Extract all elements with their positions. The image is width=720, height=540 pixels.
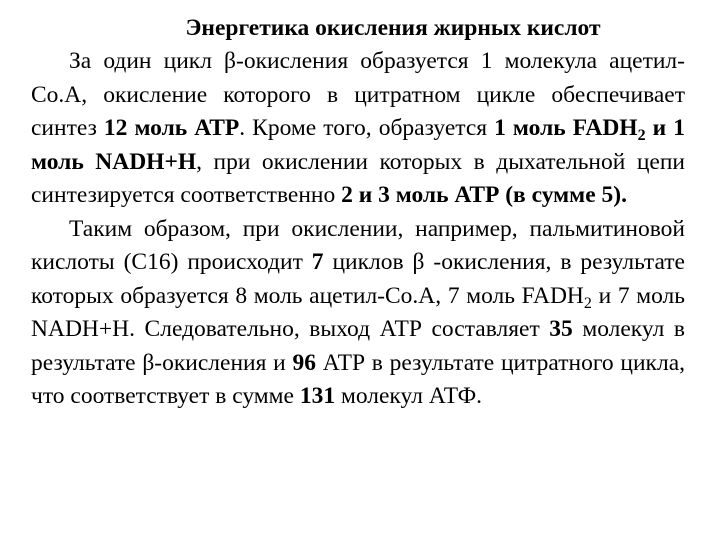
p1-fadh-label: 1 моль FADH [494,115,638,141]
p2-bold-96: 96 [292,349,316,376]
p2-text-4: молекул в результате β-окисления и [31,316,685,376]
p2-bold-131: 131 [299,383,336,409]
p1-nadh-label: и 1 моль NADH+H [31,115,685,175]
slide-content [31,12,685,414]
slide-title: Энергетика окисления жирных кислот [185,15,601,41]
p2-fadh-subscript: 2 [583,294,592,312]
p1-text-3: , при окислении которых в дыхательной цепи синтезируется соответственно [31,148,685,208]
paragraph-cycle-energy [31,45,685,213]
p2-text-1: Таким образом, при окислении, например, пальмитиновой кислоты (С16) происходит [31,215,685,275]
p2-text-2: циклов β -окисления, в результате которых образуется 8 моль ацетил-Со.А, 7 моль FADH [31,249,685,309]
p2-text-5: АТР в результате цитратного цикла, что соответствует в сумме [31,349,685,409]
p1-bold-12-atp: 12 моль АТР [103,115,240,141]
p1-fadh-subscript: 2 [637,127,646,144]
p1-text-1: За один цикл β-окисления образуется 1 молекула ацетил-Со.А, окисление которого в цитратном цикле обеспечивает синтез [31,48,685,141]
p2-bold-7: 7 [311,249,324,275]
paragraph-palmitic-example [31,213,685,414]
p1-bold-sum: 2 и 3 моль АТР (в сумме 5). [341,182,627,208]
p2-text-3: и 7 моль NADH+H. Следовательно, выход АТР составляет [31,282,685,342]
p2-bold-35: 35 [549,316,573,342]
p1-text-2: . Кроме того, образуется [239,115,495,141]
p2-text-6: молекул АТФ. [335,383,483,409]
